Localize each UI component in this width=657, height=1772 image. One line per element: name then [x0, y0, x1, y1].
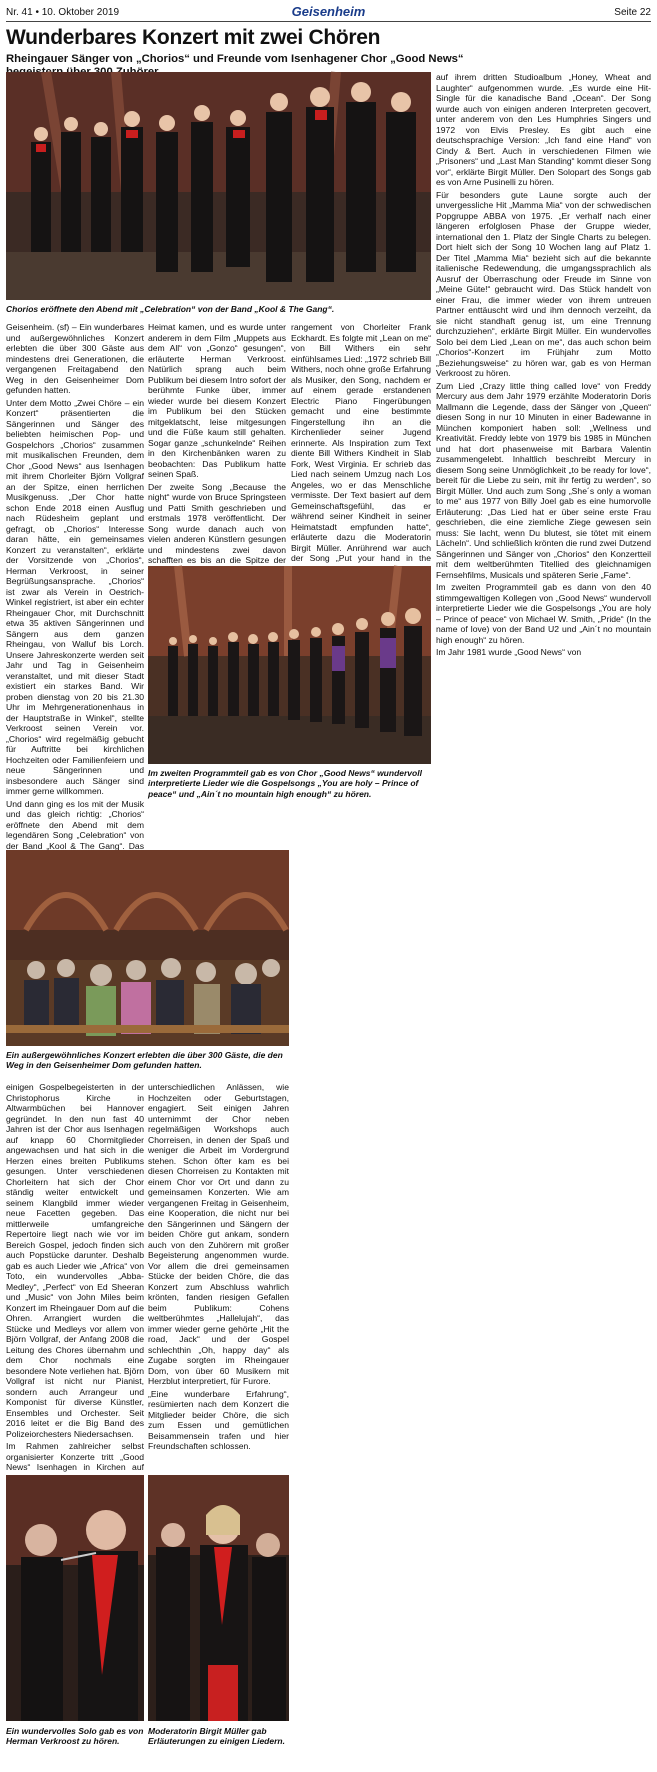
lead-paragraph: Geisenheim. (sf) – Ein wunderbares und außergewöhnliches Konzert erlebten die über 300 Gäste aus mindestens drei Generationen, die vergangenen Freitagabend den Weg in den Geisenheimer Dom gefunden hatten.	[6, 322, 144, 395]
caption-photo-3: Ein außergewöhnliches Konzert erlebten die über 300 Gäste, die den Weg in den Geisenheimer Dom gefunden hatten.	[6, 1050, 283, 1071]
paragraph: Für besonders gute Laune sorgte auch der unvergessliche Hit „Mamma Mia“ von der schwedischen Popgruppe ABBA von 1975. „Er verhalf nach einer längeren erfolglosen Phase der Gruppe wieder, international den 1. Platz der Single Charts zu belegen. Dort hielt sich der Song 10 Wochen lang auf Platz 1. Der Titel „Mamma Mia“ bezieht sich auf die bekannte italienische Redewendung, die umgangssprachlich als Ausruf der Überraschung oder Freude im Sinne von „Meine Güte!“ gebraucht wird. Das Stück handelt von einer Frau, die immer wieder von ihrem untreuen Partner enttäuscht wird und ihm dennoch verzeiht, da sie nicht standhaft genug ist, um eine Trennung durchzuziehen“, erklärte Birgit Müller. Ein wundervolles Solo bei dem Lied „Lean on me“, das auch schon beim „Chorios“-Konzert im Frühjahr zum Motto „Beziehungsweise“ zu hören war, gab es von Herman Verkroost zu hören.	[436, 189, 651, 378]
paragraph: rangement von Chorleiter Frank Eckhardt. Es folgte mit „Lean on me“ von Bill Withers ein sehr einfühlsames Lied: „1972 schrieb Bill Withers, noch ohne große Erfahrung als Musiker, den Song, nachdem er auf einem gerade erstandenen Electric Piano Fingerübungen gemacht und eine bestimmte Fingerstellung ihn an die Kirchenlieder seiner Jugend erinnerte. Als Inspiration zum Text diente Bill Withers Kindheit in Slab Fork, West Virginia. Er schrieb das Lied nach seinem Umzug nach Los Angeles, wo er das Menschliche vermisste. Der Text basiert auf dem Gemeinschaftsgefühl, das er während seiner Kindheit in seiner Heimatstadt empfunden hatte“, erläuterte dazu die Moderatorin Birgit Müller. Anrührend war auch der Song „Put your hand in the	[291, 322, 431, 563]
text-column-6	[148, 1082, 289, 1470]
article-headline: Wunderbares Konzert mit zwei Chören	[6, 26, 381, 49]
photo-soloist	[6, 1475, 144, 1721]
paragraph: auf ihrem dritten Studioalbum „Honey, Wheat and Laughter“ aufgenommen wurde. „Es wurde eine Hit-Single für die kanadische Band „Ocean“. Der Song wurde auch von einigen anderen Interpreten gecovert, unter anderem von den Les Humphries Singers und 1972 von Elvis Presley. Es gibt auch eine deutschsprachige Version: „Ich fand eine Hand“ von Cindy & Bert. Auch in verschiedenen Filmen wie „Prisoners“ und „Last Man Standing“ kommt dieser Song vor“, erklärte Birgit Müller. Den Solopart des Songs gab es von Arne Pusinelli zu hören.	[436, 72, 651, 187]
photo-chorios-choir	[6, 72, 431, 300]
paragraph: Der zweite Song „Because the night“ wurde von Bruce Springsteen und Patti Smith geschrieben und erstmals 1978 veröffentlicht. Der Song wurde danach auch von vielen anderen Künstlern gesungen und mindestens zwei davon schafften es bis an die Spitze der	[148, 481, 286, 565]
text-column-3	[291, 322, 431, 562]
photo-good-news-choir	[148, 566, 431, 764]
caption-photo-5: Moderatorin Birgit Müller gab Erläuterungen zu einigen Liedern.	[148, 1726, 285, 1747]
paragraph: unterschiedlichen Anlässen, wie Hochzeiten oder Geburtstagen, engagiert. Seit einigen Jahren unternimmt der Chor neben regelmäßigen Workshops auch Chorreisen, in denen der Spaß und weniger die Arbeit im Vordergrund stehen. Schon öfter kam es bei diesen Chorreisen zu Kontakten mit einem Chor vor Ort und dann zu gemeinsamen Konzerten. Wie am vergangenen Freitag in Geisenheim, eine Kooperation, die nicht nur bei den Sängerinnen und Sängern der beiden Chöre gut ankam, sondern auch von den Zuhörern mit großer Begeisterung angenommen wurde. Vor allem die drei gemeinsamen Stücke der beiden Chöre, die das Konzert zum Abschluss wahrlich krönten, fanden riesigen Gefallen beim Publikum: Cohens weltberühmtes „Hallelujah“, das immer wieder gerne gehörte „Hit the road, Jack“ und der Gospel schlechthin „Oh, happy day“ als Zugabe sorgten im Rheingauer Dom, von über 60 Musikern mit Herzblut interpretiert, für Furore.	[148, 1082, 289, 1386]
paragraph: Im Jahr 1981 wurde „Good News“ von	[436, 647, 582, 657]
caption-photo-1: Chorios eröffnete den Abend mit „Celebration“ von der Band „Kool & The Gang“.	[6, 304, 335, 314]
photo-audience	[6, 850, 289, 1046]
issue-label: Nr. 41 • 10. Oktober 2019	[6, 7, 120, 18]
paragraph: Im zweiten Programmteil gab es dann von den 40 stimmgewaltigen Kollegen von „Good News“ wundervoll interpretierte Lieder wie die Gospelsongs „You are holy – Prince of peace“ von Michael W. Smith, „Pride“ (In the name of love) von der Band U2 und „Ain´t no mountain high enough“ zu hören.	[436, 582, 651, 645]
paragraph: Und dann ging es los mit der Musik und das gleich richtig: „Chorios“ eröffnete den Abend mit dem legendären Song „Celebration“ von der Band „Kool & The Gang“. Das	[6, 798, 144, 851]
caption-photo-2: Im zweiten Programmteil gab es von Chor „Good News“ wundervoll interpretierte Lieder wie die Gospelsongs „You are holy – Prince of peace“ und „Ain´t no mountain high enough“ zu hören.	[148, 768, 422, 799]
section-title: Geisenheim	[291, 4, 366, 19]
page-number: Seite 22	[614, 7, 651, 18]
paragraph: Heimat kamen, und es wurde unter anderem in dem Film „Muppets aus dem All“ von „Gonzo“ gesungen“, erläuterte Herman Verkroost. Natürlich sprang auch beim Publikum bei diesem Intro sofort der berühmte Funke über, immer wieder wurde bei diesem Konzert im Publikum bei den Stücken mitgeklatscht, leise mitgesungen und die Füße kaum still gehalten. Sogar ganze „schunkelnde“ Reihen in den Kirchenbänken waren zu beobachten: Das Publikum hatte seinen Spaß.	[148, 322, 286, 479]
text-column-5	[6, 1082, 144, 1470]
text-column-4	[436, 72, 651, 800]
caption-photo-4: Ein wundervolles Solo gab es von Herman Verkroost zu hören.	[6, 1726, 144, 1747]
paragraph: Unter dem Motto „Zwei Chöre – ein Konzert“ präsentierten die Sängerinnen und Sänger des beliebten heimischen Pop- und Gospelchors „Chorios“ zusammen mit musikalischen Freunden, dem Chor „Good News“ aus Isenhagen mit ihrem Chorleiter Björn Vollgraf an der Spitze, einen herrlichen Musikgenuss. „Der Chor hatte schon Ende 2018 einen Ausflug nach Rüdesheim geplant und gefragt, ob „Chorios“ Interesse daran hätte, ein gemeinsames Konzert zu veranstalten“, erklärte der Vorsitzende von „Chorios“, Herman Verkroost, in seiner Begrüßungsansprache. „Chorios“ ist zwar als Verein in Oestrich-Winkel registriert, ist aber ein echter Rheingauer Chor, mit Durchschnitt etwa 35 aktiven Sängerinnen und Sängern aus dem ganzen Rheingau, von Walluf bis Lorch. Unsere Jahreskonzerte werden seit Jahr und Tag in Geisenheim veranstaltet, und mit dieser Stadt existiert ein starkes Band. Wir proben dienstag von 20 bis 21.30 Uhr im Mehrgenerationenhaus in der Hauptstraße in Winkel“, stellte Verkroost seinen Verein vor. „Chorios“ wird regelmäßig gebucht für Auftritte bei kirchlichen Hochzeiten oder Familienfeiern und neue Sängerinnen und insbesondere auch Sänger sind immer gerne willkommen.	[6, 397, 144, 796]
paragraph: Im Rahmen zahlreicher selbst organisierter Konzerte tritt „Good News“ Isenhagen in Kirchen auf	[6, 1441, 144, 1472]
paragraph: „Eine wunderbare Erfahrung“, resümierten nach dem Konzert die Mitglieder beider Chöre, die sich zum Essen und gemütlichen Beisammensein trafen und hier Freundschaften schlossen.	[148, 1388, 289, 1451]
article-subtitle: Rheingauer Sänger von „Chorios“ und Freunde vom Isenhagener Chor „Good News“	[6, 53, 464, 65]
text-column-1	[6, 322, 144, 851]
page-header	[6, 4, 651, 22]
photo-moderator	[148, 1475, 289, 1721]
paragraph: Zum Lied „Crazy little thing called love“ von Freddy Mercury aus dem Jahr 1979 erzählte Moderatorin Doris Mallmann die Legende, dass der Sänger von „Queen“ diesen Song in nur 10 Minuten in einer Badewanne in München komponiert haben soll: „Wellness und Kreativität. Freddy lebte von 1979 bis 1985 in München und hat dort phasenweise mit Barbara Valentin zusammengelebt. Inhaltlich beschreibt Mercury in diesem Song seine Unmöglichkeit „to be ready for love“, bereit für die Liebe zu sein, mit ihr fertig zu werden“, so Birgit Müller. Und auch zum Song „She´s only a woman to me“ aus 1977 von Billy Joel gab es eine humorvolle Erläuterung: „Das Lied hat er über seine erste Frau geschrieben, die eine ziemliche Ziege gewesen sein muss: Sie lacht, wenn Du blutest, sie tötet mit einem Lächeln“. Und schließlich krönten die rund zwei Dutzend Sängerinnen und Sänger von „Chorios“ den Konzertteil mit dem weltberühmten Titellied des gleichnamigen Fernsehfilms, Musicals und späteren Serie „Fame“.	[436, 380, 651, 580]
text-column-2	[148, 322, 286, 565]
paragraph: einigen Gospelbegeisterten in der Christophorus Kirche in Altwarmbüchen bei Hannover gegründet. In den nun fast 40 Jahren ist der Chor aus Isenhagen auf knapp 60 Chormitglieder angewachsen und hat sich in die Herzen eines breiten Publikums gesungen. Unter verschiedenen Chorleitern hat sich der Chor ständig weiter entwickelt und seinem Klangbild immer wieder neue Facetten gegeben. Das mittlerweile umfangreiche Repertoire liegt nach wie vor im Bereich Gospel, jedoch finden sich auch Popstücke darunter. Deshalb gab es auch Lieder wie „Africa“ von Toto, ein wundervolles „Abba-Medley“, „Perfect“ von Ed Sheeran und „Music“ von John Miles beim Konzert im Rheingauer Dom auf die Ohren. Arrangiert wurden die Stücke und Medleys vor allem von Björn Vollgraf, der Anfang 2008 die Leitung des Chores übernahm und dem Chor nochmals eine besondere Note verliehen hat. Björn Vollgraf ist nicht nur Pianist, sondern auch Arrangeur und Komponist für diverse Künstler, Ensembles und Orchester. Seit 2016 leitet er die Big Band des Polizeiorchesters Niedersachsen.	[6, 1082, 144, 1439]
